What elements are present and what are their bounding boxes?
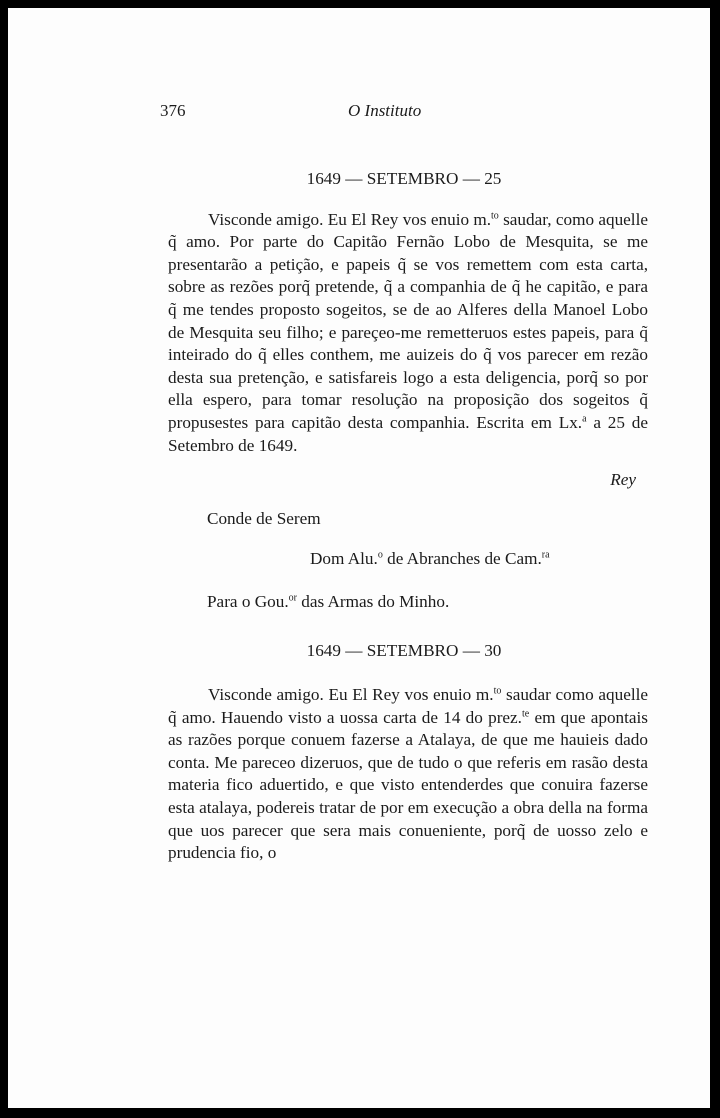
page-number: 376 xyxy=(160,101,186,120)
letter-1-address: Para o Gou.$^{or}$ das Armas do Minho. xyxy=(207,591,450,611)
letter-1-signature: Rey xyxy=(610,470,636,490)
letter-1-recipient-title: Conde de Serem xyxy=(207,508,321,528)
document-page xyxy=(8,8,710,1108)
letter-2-body: Visconde amigo. Eu El Rey vos enuio m.$^{to}$ saudar como aquelle q̃ amo. Hauendo visto a uossa carta de 14 do prez.$^{te}$ em que apontais as razões porque conuem fazerse a Atalaya, de que me hauieis dado conta. Me pareceo dizeruos, que de tudo o que referis em rasão desta materia fico aduertido, e que visto entenderdes que conuira fazerse esta atalaya, podereis tratar de por em execução a obra della na forma que uos parecer que sera mais conueniente, porq̃ de uosso zelo e prudencia fio, o xyxy=(168,685,648,863)
running-title: O Instituto xyxy=(348,101,422,120)
page-header xyxy=(160,100,648,124)
letter-1-body: Visconde amigo. Eu El Rey vos enuio m.$^{to}$ saudar, como aquelle q̃ amo. Por parte do Capitão Fernão Lobo de Mesquita, se me presentarão a petição, e papeis q̃ se vos remettem com esta carta, sobre as rezões porq̃ pretende, q̃ a companhia de q̃ he capitão, e para q̃ me tendes proposto sogeitos, se de ao Alferes della Manoel Lobo de Mesquita seu filho; e pareçeo-me remetteruos estes papeis, para q̃ inteirado do q̃ elles conthem, me auizeis do q̃ vos parecer em rezão desta sua pretenção, e satisfareis logo a esta deligencia, porq̃ so por ella espero, para tomar resolução na proposição dos sogeitos q̃ propusestes para capitão desta companhia. Escrita em Lx.$^a$ a 25 de Setembro de 1649. xyxy=(168,209,648,455)
page-content xyxy=(160,100,648,865)
letter-1-secretary: Dom Alu.$^o$ de Abranches de Cam.$^{ra}$ xyxy=(310,549,550,569)
letter-2-date-heading: 1649 — SETEMBRO — 30 xyxy=(306,640,502,660)
letter-1-date-heading: 1649 — SETEMBRO — 25 xyxy=(306,169,502,188)
